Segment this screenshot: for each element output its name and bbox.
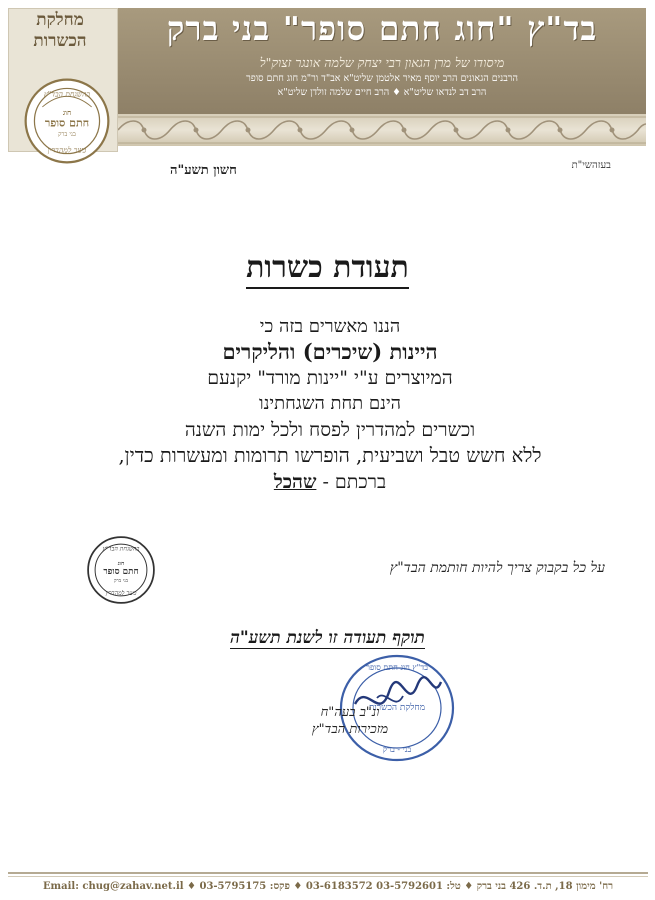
svg-text:בני - ברק: בני - ברק bbox=[382, 745, 412, 754]
ornament-pattern bbox=[118, 114, 646, 146]
svg-text:בהשגחת הבד"ץ: בהשגחת הבד"ץ bbox=[102, 545, 140, 553]
body-line-3: המיוצרים ע"י "יינות מורד" יקנעם bbox=[207, 367, 453, 389]
department-title-line-1: מחלקת bbox=[36, 10, 84, 30]
body-line-6: ללא חשש טבל ושביעית, הופרשו תרומות ומעשרות כדין, bbox=[118, 444, 542, 467]
validity-text: תוקף תעודה זו לשנת תשע"ה bbox=[230, 628, 425, 648]
certificate-title-text: תעודת כשרות bbox=[246, 250, 409, 289]
department-title-line-2: הכשרות bbox=[33, 31, 87, 51]
signature-line-1: ונ"ב בעה"ח bbox=[320, 705, 380, 720]
certificate-title bbox=[0, 250, 655, 286]
svg-text:מחלקת הכשרות: מחלקת הכשרות bbox=[368, 703, 426, 713]
ornament-strip bbox=[118, 114, 646, 146]
signature-line-2: מזכירות הבד"ץ bbox=[311, 722, 389, 737]
validity-line bbox=[0, 628, 655, 648]
svg-text:חוג: חוג bbox=[117, 561, 125, 568]
header-rabbis-line-2: הרב דב לנדאו שליט"א ♦ הרב חיים שלמה זולדן שליט"א bbox=[277, 87, 487, 98]
bottle-seal-note: על כל בקבוק צריך להיות חותמת הבד"ץ bbox=[389, 560, 605, 576]
svg-text:בד"ץ חוג חתם סופר: בד"ץ חוג חתם סופר bbox=[366, 663, 428, 672]
svg-text:חתם סופר: חתם סופר bbox=[103, 567, 139, 578]
svg-text:חוג: חוג bbox=[62, 107, 72, 117]
svg-text:בהשגחת הבד"ץ: בהשגחת הבד"ץ bbox=[43, 89, 91, 99]
signature-block bbox=[280, 704, 420, 738]
body-line-5: וכשרים למהדרין לפסח ולכל ימות השנה bbox=[184, 419, 476, 441]
svg-text:כשר למהדרין: כשר למהדרין bbox=[47, 145, 87, 155]
header-founder-line: מיסודו של מרן הגאון רבי יצחק שלמה אונגר זצוק"ל bbox=[259, 55, 505, 70]
body-line-2: היינות (שיכרים) והליקרים bbox=[222, 339, 438, 364]
footer-contact: רח' מימון 18, ת.ד. 426 בני ברק ♦ טל: 03-5792601 03-6183572 ♦ פקס: 03-5795175 ♦ Email: chug@zahav.net.il bbox=[42, 881, 614, 892]
footer-rule-thin bbox=[8, 876, 648, 877]
blessing-prefix: ברכתם - bbox=[322, 471, 387, 493]
blessing-word: שהכל bbox=[273, 471, 317, 493]
header-rabbis-line-1: הרבנים הגאונים הרב יוסף מאיר אלטמן שליט"א אב"ד ור"מ חוג חתם סופר bbox=[246, 73, 518, 84]
svg-text:בני ברק: בני ברק bbox=[58, 130, 76, 138]
header-subtitles bbox=[122, 54, 642, 100]
footer-rule bbox=[8, 872, 648, 874]
bsd-mark: בעזהשי"ת bbox=[571, 160, 611, 171]
svg-text:חתם סופר: חתם סופר bbox=[44, 116, 90, 130]
svg-text:בני ברק: בני ברק bbox=[113, 577, 129, 584]
header-title: בד"ץ "חוג חתם סופר" בני ברק bbox=[166, 9, 598, 48]
issue-month: חשון תשע"ה bbox=[170, 163, 237, 178]
body-line-4: הינם תחת השגחתינו bbox=[258, 393, 402, 414]
kashrut-seal-small bbox=[86, 535, 156, 605]
svg-text:כשר למהדרין: כשר למהדרין bbox=[105, 590, 137, 598]
body-line-7 bbox=[30, 469, 630, 495]
certificate-body bbox=[30, 314, 630, 495]
department-title bbox=[10, 10, 110, 52]
body-line-1: הננו מאשרים בזה כי bbox=[259, 316, 401, 337]
kashrut-seal-large bbox=[23, 77, 111, 165]
